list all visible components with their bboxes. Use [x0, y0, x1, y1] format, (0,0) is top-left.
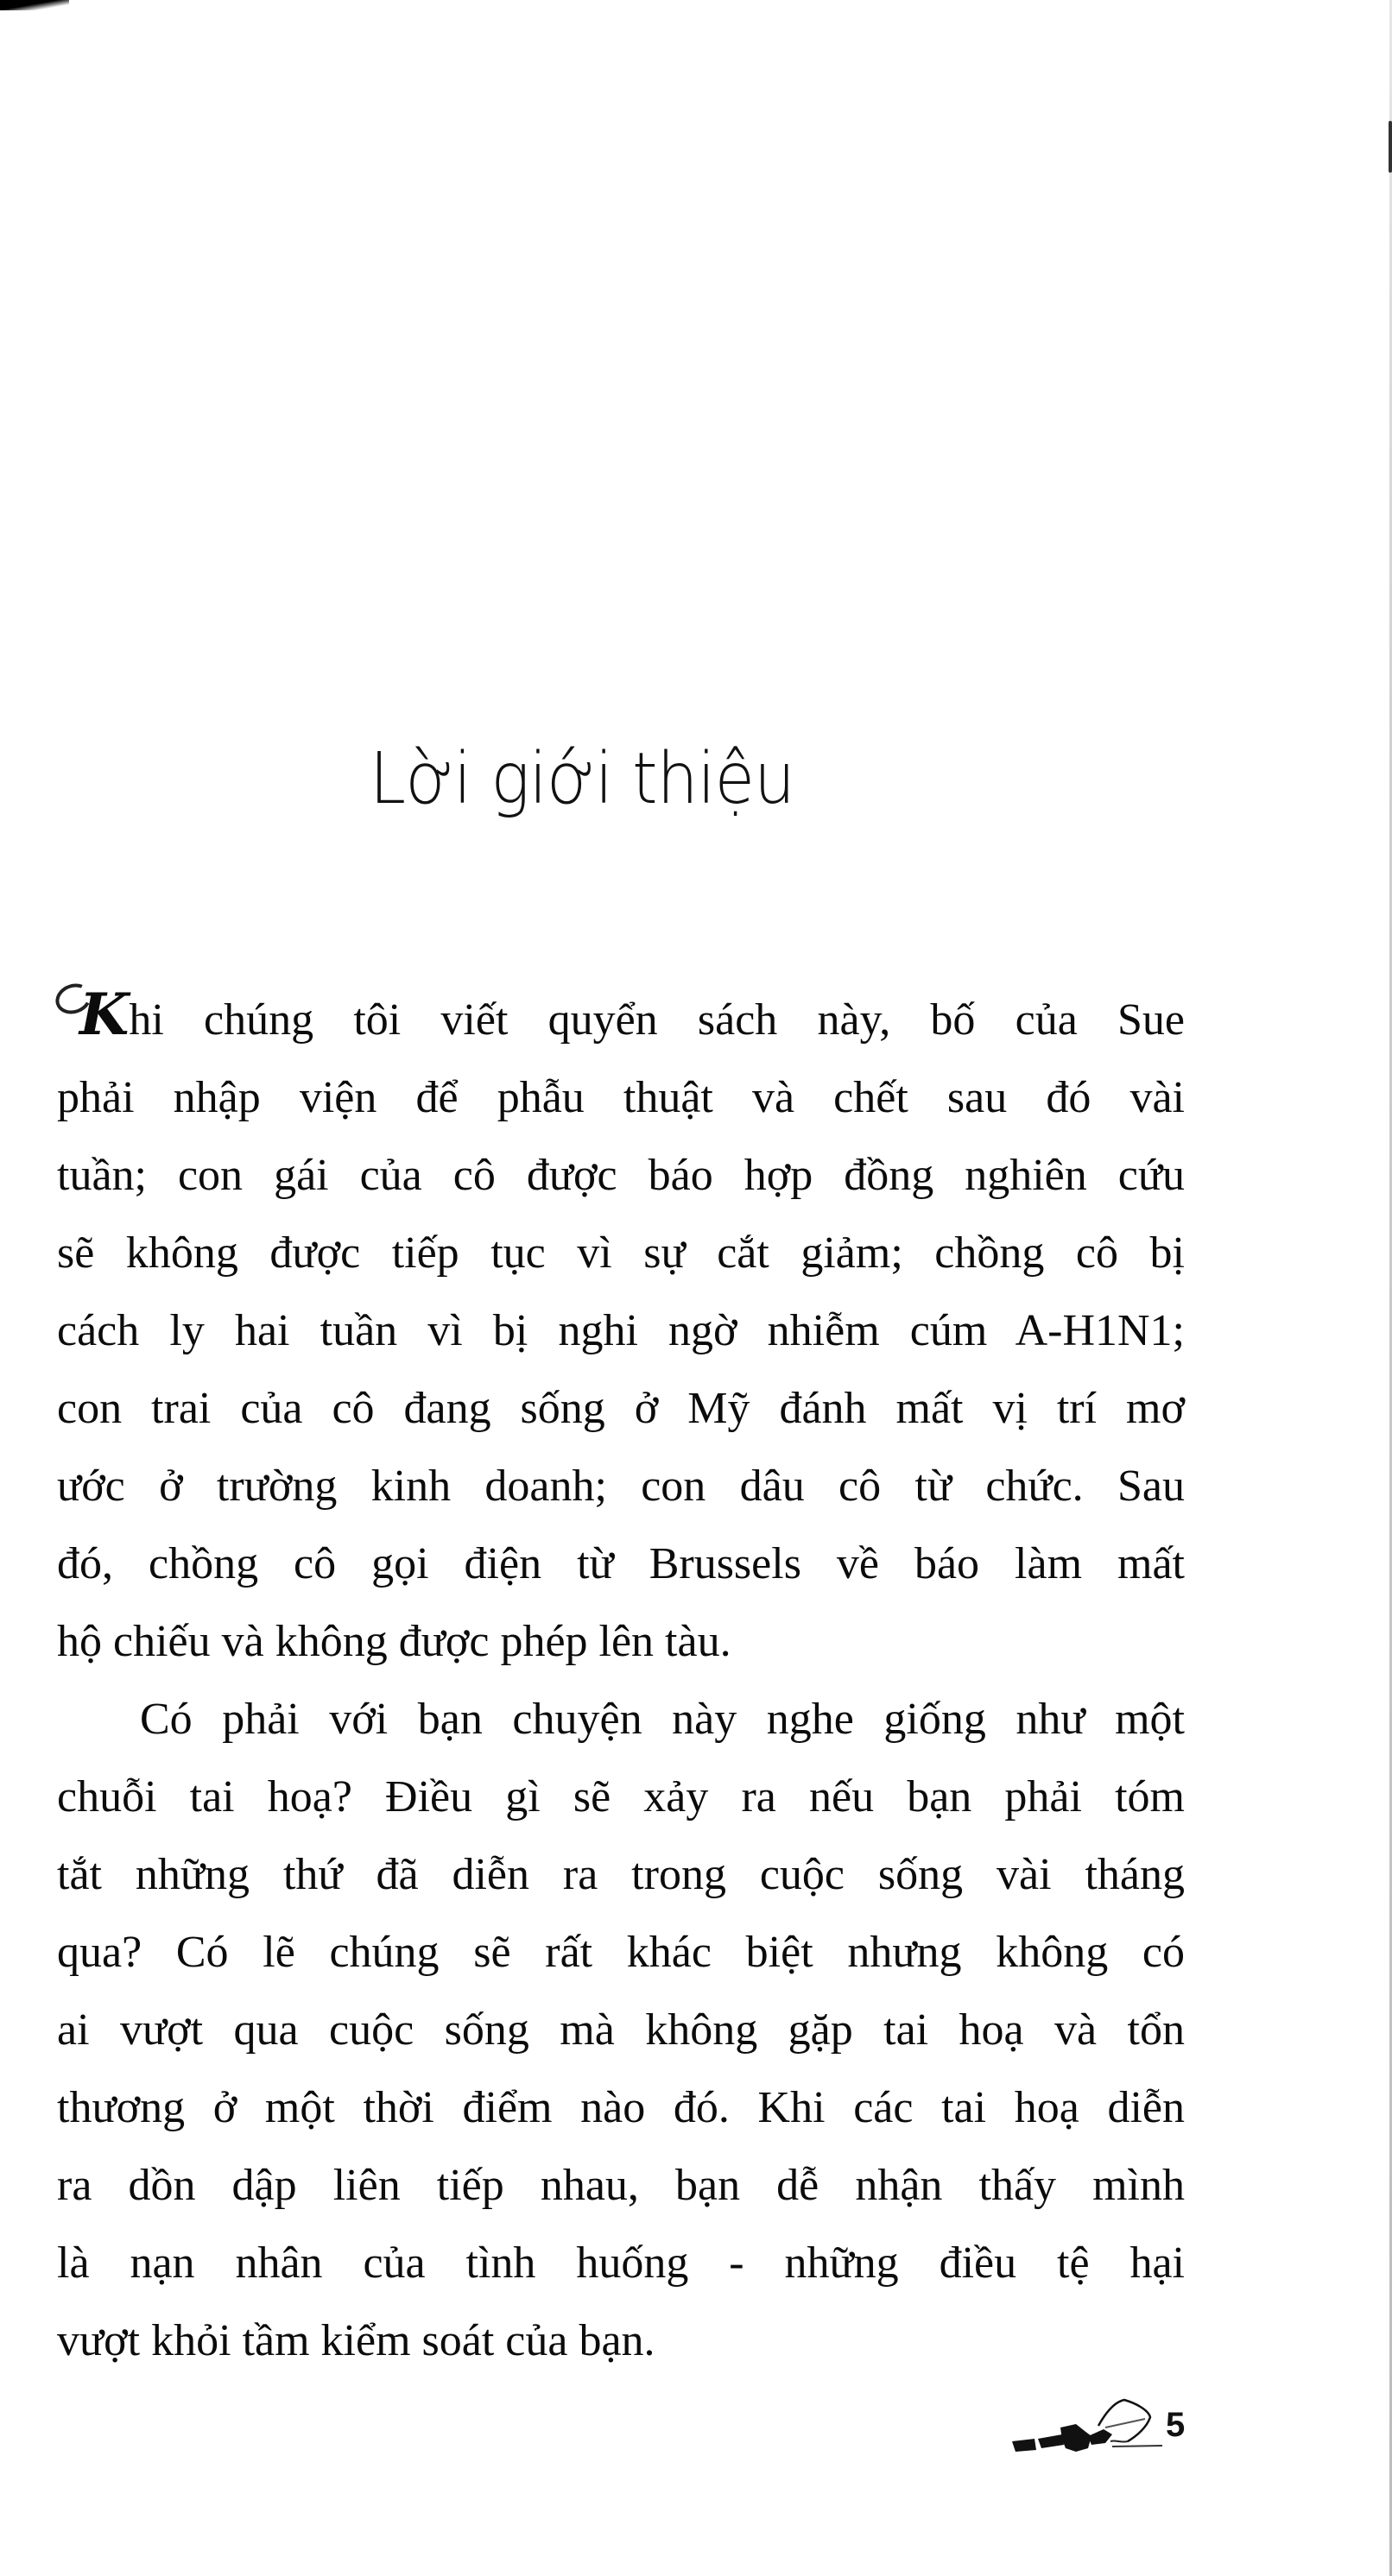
text-line: ra dồn dập liên tiếp nhau, bạn dễ nhận thấy mình — [57, 2161, 1185, 2210]
text-line: cách ly hai tuần vì bị nghi ngờ nhiễm cúm A-H1N1; — [57, 1306, 1185, 1355]
text-line: ai vượt qua cuộc sống mà không gặp tai hoạ và tổn — [57, 2005, 1185, 2055]
text-line: là nạn nhân của tình huống - những điều tệ hại — [57, 2238, 1185, 2288]
text-line: tắt những thứ đã diễn ra trong cuộc sống vài tháng — [57, 1850, 1185, 1899]
body-text — [57, 975, 1185, 2380]
scan-shadow-corner — [0, 0, 69, 10]
text-line: con trai của cô đang sống ở Mỹ đánh mất vị trí mơ — [57, 1384, 1185, 1433]
text-line: phải nhập viện để phẫu thuật và chết sau đó vài — [57, 1073, 1185, 1122]
text-line: qua? Có lẽ chúng sẽ rất khác biệt nhưng không có — [57, 1928, 1185, 1977]
text-line: thương ở một thời điểm nào đó. Khi các tai hoạ diễn — [57, 2083, 1185, 2132]
text-line: chuỗi tai hoạ? Điều gì sẽ xảy ra nếu bạn phải tóm — [57, 1772, 1185, 1822]
chapter-title: Lời giới thiệu — [370, 737, 795, 820]
text-line: hộ chiếu và không được phép lên tàu. — [57, 1617, 731, 1666]
text-line — [57, 975, 1185, 1059]
drop-cap: K — [79, 975, 129, 1053]
text-line: ước ở trường kinh doanh; con dâu cô từ chức. Sau — [57, 1462, 1185, 1511]
text-line: sẽ không được tiếp tục vì sự cắt giảm; chồng cô bị — [57, 1228, 1185, 1278]
paragraph-1 — [57, 975, 1185, 1681]
text-line-content: hi chúng tôi viết quyển sách này, bố của Sue — [129, 995, 1185, 1045]
scan-edge-mark — [1389, 121, 1392, 173]
paragraph-2 — [57, 1681, 1185, 2380]
text-line: đó, chồng cô gọi điện từ Brussels về báo làm mất — [57, 1539, 1185, 1588]
text-line: tuần; con gái của cô được báo hợp đồng nghiên cứu — [57, 1151, 1185, 1200]
text-line: vượt khỏi tầm kiểm soát của bạn. — [57, 2316, 655, 2365]
page-footer — [1002, 2391, 1192, 2469]
page-number: 5 — [1166, 2406, 1186, 2444]
text-line: Có phải với bạn chuyện này nghe giống như một — [140, 1695, 1185, 1744]
